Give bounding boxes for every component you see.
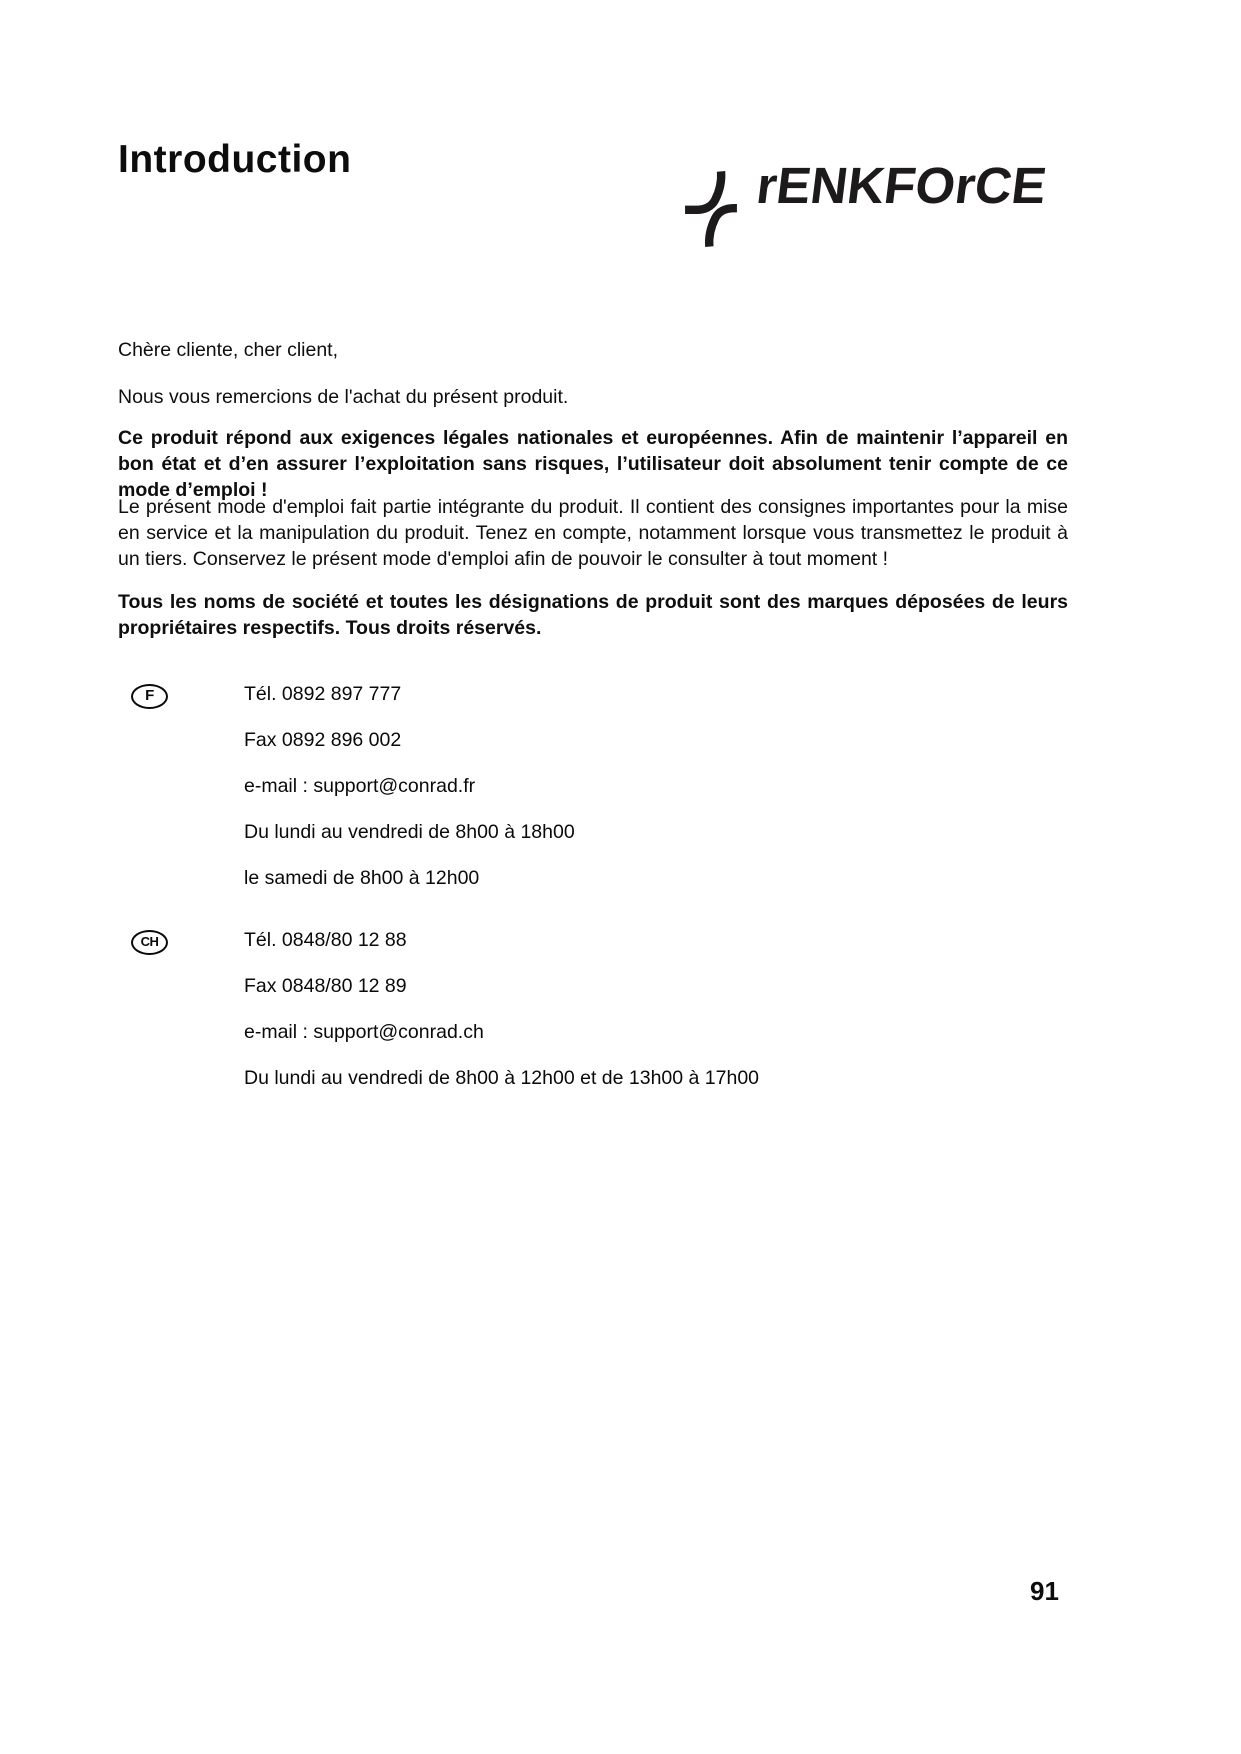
renkforce-monogram-icon [683,168,739,250]
salutation-text: Chère cliente, cher client, [118,339,339,361]
contact-phone: Tél. 0892 897 777 [244,683,402,705]
manual-info-paragraph: Le présent mode d'emploi fait partie intégrante du produit. Il contient des consignes importantes pour la mise en service et la manipulation du produit. Tenez en compte, notamment lorsque vous transmettez le produit à un tiers. Conservez le présent mode d'emploi afin de pouvoir le consulter à tout moment ! [118,496,1068,570]
contact-fax: Fax 0848/80 12 89 [244,975,407,997]
france-country-badge-icon: F [131,684,168,709]
badge-cell [118,681,244,911]
contact-hours-weekdays: Du lundi au vendredi de 8h00 à 12h00 et de 13h00 à 17h00 [244,1067,760,1089]
compliance-paragraph: Ce produit répond aux exigences légales nationales et européennes. Afin de maintenir l’appareil en bon état et d’en assurer l’exploitation sans risques, l’utilisateur doit absolument tenir compte de ce mode d’emploi ! [118,427,1068,501]
contact-section-france [118,681,1068,911]
contact-section-switzerland [118,927,1068,1111]
switzerland-country-badge-icon: CH [131,930,168,955]
contact-hours-weekdays: Du lundi au vendredi de 8h00 à 18h00 [244,821,575,843]
badge-cell [118,927,244,1111]
thanks-text: Nous vous remercions de l'achat du présent produit. [118,386,569,408]
trademark-paragraph: Tous les noms de société et toutes les désignations de produit sont des marques déposées de leurs propriétaires respectifs. Tous droits réservés. [118,591,1068,639]
contact-fax: Fax 0892 896 002 [244,729,402,751]
page-number: 91 [1030,1576,1059,1606]
contact-hours-saturday: le samedi de 8h00 à 12h00 [244,867,480,889]
contact-phone: Tél. 0848/80 12 88 [244,929,407,951]
page-title: Introduction [118,138,352,181]
renkforce-logo [683,148,1075,258]
contact-email: e-mail : support@conrad.fr [244,775,476,797]
contact-email: e-mail : support@conrad.ch [244,1021,484,1043]
renkforce-wordmark: rENKFOrCE [753,157,1050,214]
